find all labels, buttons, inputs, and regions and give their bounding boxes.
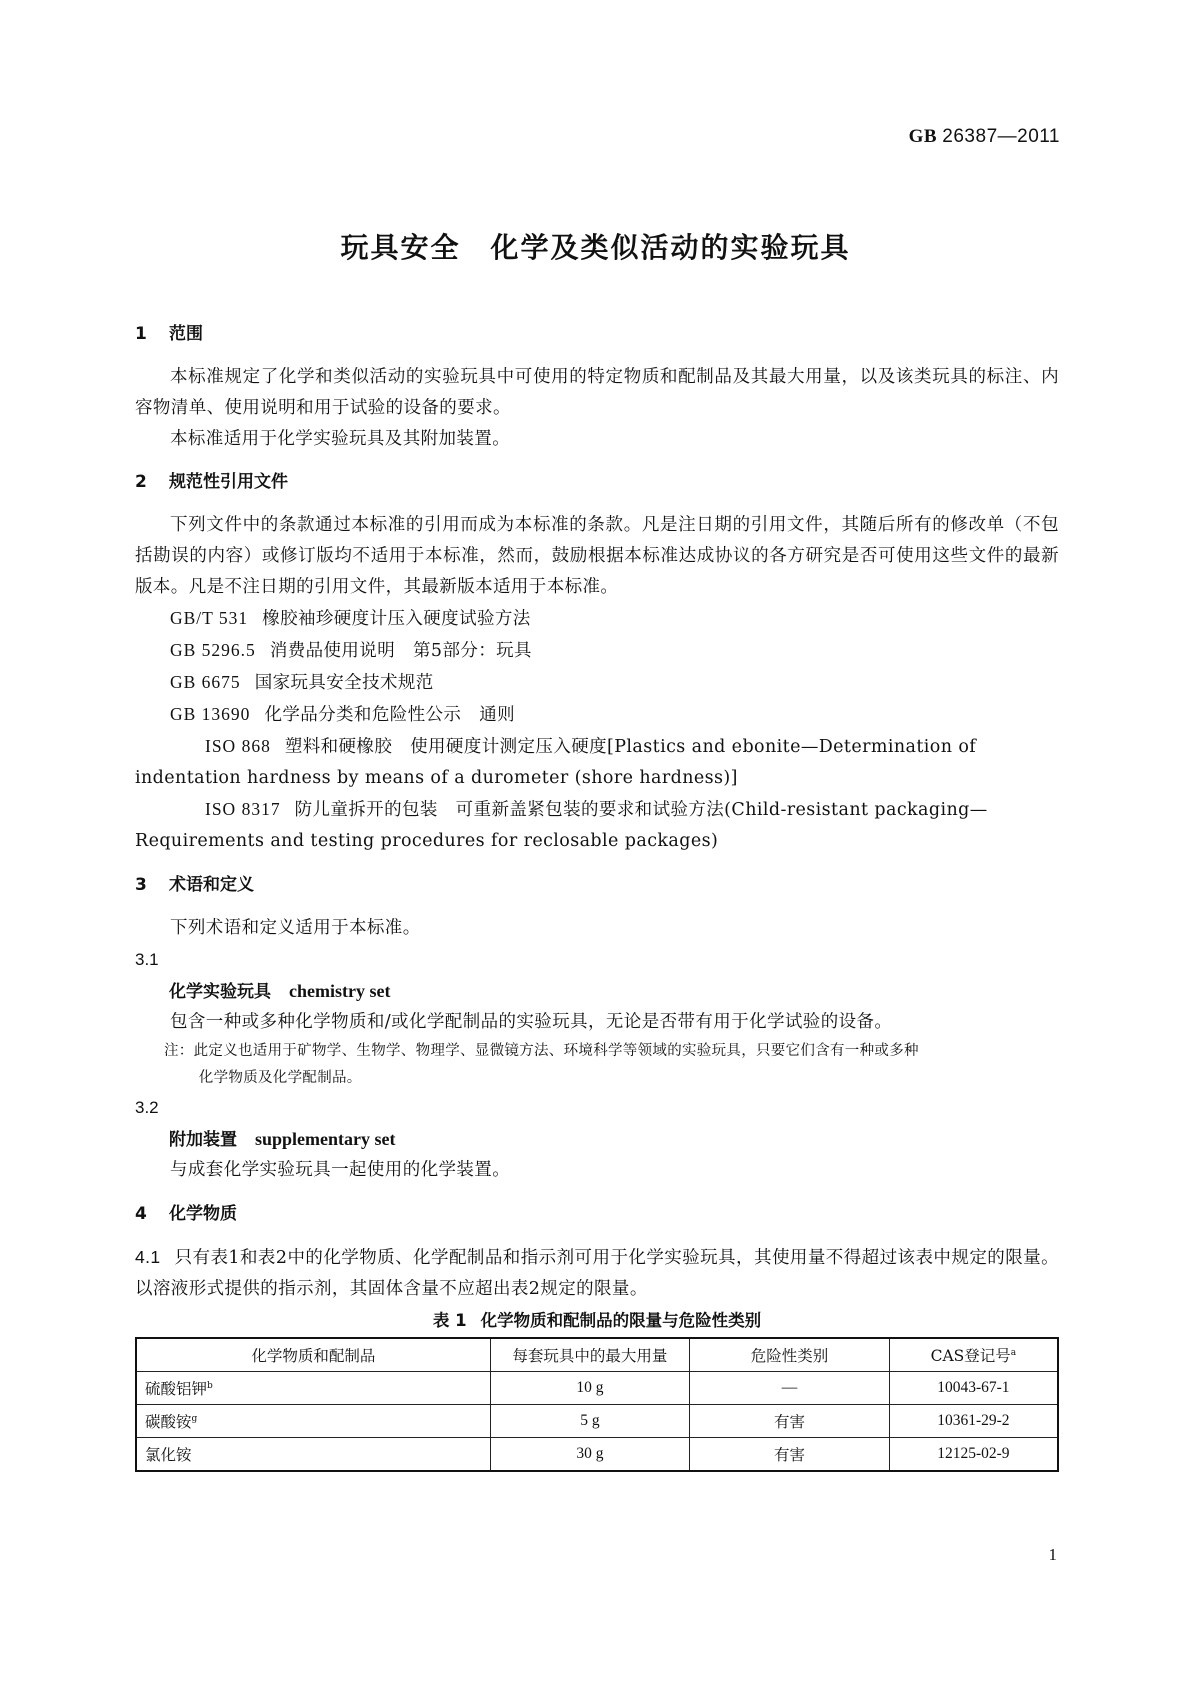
table-row bbox=[136, 1372, 1058, 1405]
paragraph: 下列文件中的条款通过本标准的引用而成为本标准的条款。凡是注日期的引用文件，其随后所有的修改单（不包括勘误的内容）或修订版均不适用于本标准，然而，鼓励根据本标准达成协议的各方研究是否可使用这些文件的最新版本。凡是不注日期的引用文件，其最新版本适用于本标准。 bbox=[135, 515, 1059, 597]
column-header-text: CAS登记号 bbox=[930, 1347, 1011, 1365]
reference-title: 塑料和硬橡胶 使用硬度计测定压入硬度[Plastics and ebonite—Determination of indentation hardness by means of a durometer (shore hardness)] bbox=[135, 737, 977, 788]
section-number: 4 bbox=[135, 1204, 147, 1224]
footnote-marker: g bbox=[191, 1413, 198, 1424]
document-body bbox=[135, 320, 1059, 1472]
section-title: 规范性引用文件 bbox=[169, 472, 288, 492]
note-line-2: 化学物质及化学配制品。 bbox=[198, 1070, 362, 1086]
substance-name-cell bbox=[136, 1438, 490, 1472]
substance-name-cell bbox=[136, 1372, 490, 1405]
column-header: 每套玩具中的最大用量 bbox=[490, 1338, 690, 1372]
paragraph: 下列术语和定义适用于本标准。 bbox=[170, 918, 421, 938]
section-title: 术语和定义 bbox=[169, 875, 254, 895]
term-english: supplementary set bbox=[255, 1129, 396, 1149]
reference-title: 防儿童拆开的包装 可重新盖紧包装的要求和试验方法(Child-resistant packaging—Requirements and testing procedures for reclosable packages) bbox=[135, 800, 988, 851]
substance-name: 碳酸铵 bbox=[145, 1413, 192, 1431]
reference-item bbox=[135, 635, 1059, 667]
term-definition: 包含一种或多种化学物质和/或化学配制品的实验玩具，无论是否带有用于化学试验的设备。 bbox=[170, 1012, 893, 1032]
standard-code-number: 26387—2011 bbox=[942, 126, 1060, 147]
paragraph: 本标准适用于化学实验玩具及其附加装置。 bbox=[170, 429, 511, 449]
reference-code: ISO 8317 bbox=[205, 799, 281, 819]
reference-item bbox=[135, 667, 1059, 699]
hazard-class-cell: 有害 bbox=[690, 1438, 890, 1472]
table-caption bbox=[135, 1305, 1059, 1337]
footnote-marker: a bbox=[1010, 1347, 1017, 1358]
term-number: 3.2 bbox=[135, 1098, 159, 1117]
cas-number-cell: 10361-29-2 bbox=[889, 1405, 1058, 1438]
clause-text: 只有表1和表2中的化学物质、化学配制品和指示剂可用于化学实验玩具，其使用量不得超过该表中规定的限量。以溶液形式提供的指示剂，其固体含量不应超出表2规定的限量。 bbox=[135, 1248, 1059, 1299]
table-header-row bbox=[136, 1338, 1058, 1372]
max-amount-cell: 10 g bbox=[490, 1372, 690, 1405]
table-title: 化学物质和配制品的限量与危险性类别 bbox=[480, 1311, 762, 1330]
table-row bbox=[136, 1405, 1058, 1438]
reference-title: 化学品分类和危险性公示 通则 bbox=[264, 705, 516, 725]
term-note bbox=[135, 1038, 1059, 1092]
section-heading-normative-references bbox=[135, 468, 1059, 496]
clause-paragraph bbox=[135, 1242, 1059, 1305]
hazard-class-cell: 有害 bbox=[690, 1405, 890, 1438]
section-heading-terms-definitions bbox=[135, 871, 1059, 899]
section-heading-chemical-substances bbox=[135, 1200, 1059, 1228]
section-number: 1 bbox=[135, 324, 147, 344]
footnote-marker: b bbox=[207, 1380, 213, 1391]
chemical-limits-table bbox=[135, 1337, 1059, 1472]
reference-code: GB 5296.5 bbox=[170, 640, 256, 660]
paragraph: 本标准规定了化学和类似活动的实验玩具中可使用的特定物质和配制品及其最大用量，以及该类玩具的标注、内容物清单、使用说明和用于试验的设备的要求。 bbox=[135, 367, 1059, 418]
section-number: 2 bbox=[135, 472, 147, 492]
term-english: chemistry set bbox=[289, 981, 391, 1001]
section-heading-scope bbox=[135, 320, 1059, 348]
reference-code: GB/T 531 bbox=[170, 608, 249, 628]
title-part-2: 化学及类似活动的实验玩具 bbox=[490, 231, 851, 264]
substance-name-cell bbox=[136, 1405, 490, 1438]
reference-code: GB 13690 bbox=[170, 704, 251, 724]
standard-code bbox=[909, 126, 1060, 148]
term-number: 3.1 bbox=[135, 950, 159, 969]
section-title: 化学物质 bbox=[169, 1204, 237, 1224]
cas-number-cell: 12125-02-9 bbox=[889, 1438, 1058, 1472]
document-title bbox=[0, 226, 1191, 266]
table-number: 表 1 bbox=[432, 1311, 467, 1330]
reference-title: 消费品使用说明 第5部分：玩具 bbox=[269, 641, 532, 661]
section-title: 范围 bbox=[169, 324, 203, 344]
max-amount-cell: 5 g bbox=[490, 1405, 690, 1438]
column-header: 化学物质和配制品 bbox=[136, 1338, 490, 1372]
table-row bbox=[136, 1438, 1058, 1472]
section-number: 3 bbox=[135, 875, 147, 895]
note-line-1: 注：此定义也适用于矿物学、生物学、物理学、显微镜方法、环境科学等领域的实验玩具，只要它们含有一种或多种 bbox=[164, 1043, 919, 1059]
hazard-class-cell: — bbox=[690, 1372, 890, 1405]
reference-code: GB 6675 bbox=[170, 672, 241, 692]
column-header: 危险性类别 bbox=[690, 1338, 890, 1372]
reference-title: 橡胶袖珍硬度计压入硬度试验方法 bbox=[262, 609, 531, 629]
title-part-1: 玩具安全 bbox=[340, 231, 461, 264]
max-amount-cell: 30 g bbox=[490, 1438, 690, 1472]
clause-number: 4.1 bbox=[135, 1247, 161, 1267]
reference-code: ISO 868 bbox=[205, 736, 271, 756]
column-header-cas bbox=[889, 1338, 1058, 1372]
reference-item bbox=[135, 603, 1059, 635]
term-entry bbox=[135, 1124, 1059, 1155]
term-entry bbox=[135, 976, 1059, 1007]
cas-number-cell: 10043-67-1 bbox=[889, 1372, 1058, 1405]
term-definition: 与成套化学实验玩具一起使用的化学装置。 bbox=[170, 1160, 511, 1180]
substance-name: 氯化铵 bbox=[145, 1446, 192, 1464]
substance-name: 硫酸铝钾 bbox=[145, 1380, 208, 1398]
page-number: 1 bbox=[1048, 1545, 1057, 1564]
reference-item bbox=[135, 794, 1059, 857]
term-chinese: 附加装置 bbox=[169, 1130, 237, 1150]
term-chinese: 化学实验玩具 bbox=[169, 982, 271, 1002]
reference-item bbox=[135, 731, 1059, 794]
standard-code-prefix: GB bbox=[908, 126, 938, 147]
reference-item bbox=[135, 699, 1059, 731]
reference-title: 国家玩具安全技术规范 bbox=[254, 673, 434, 693]
